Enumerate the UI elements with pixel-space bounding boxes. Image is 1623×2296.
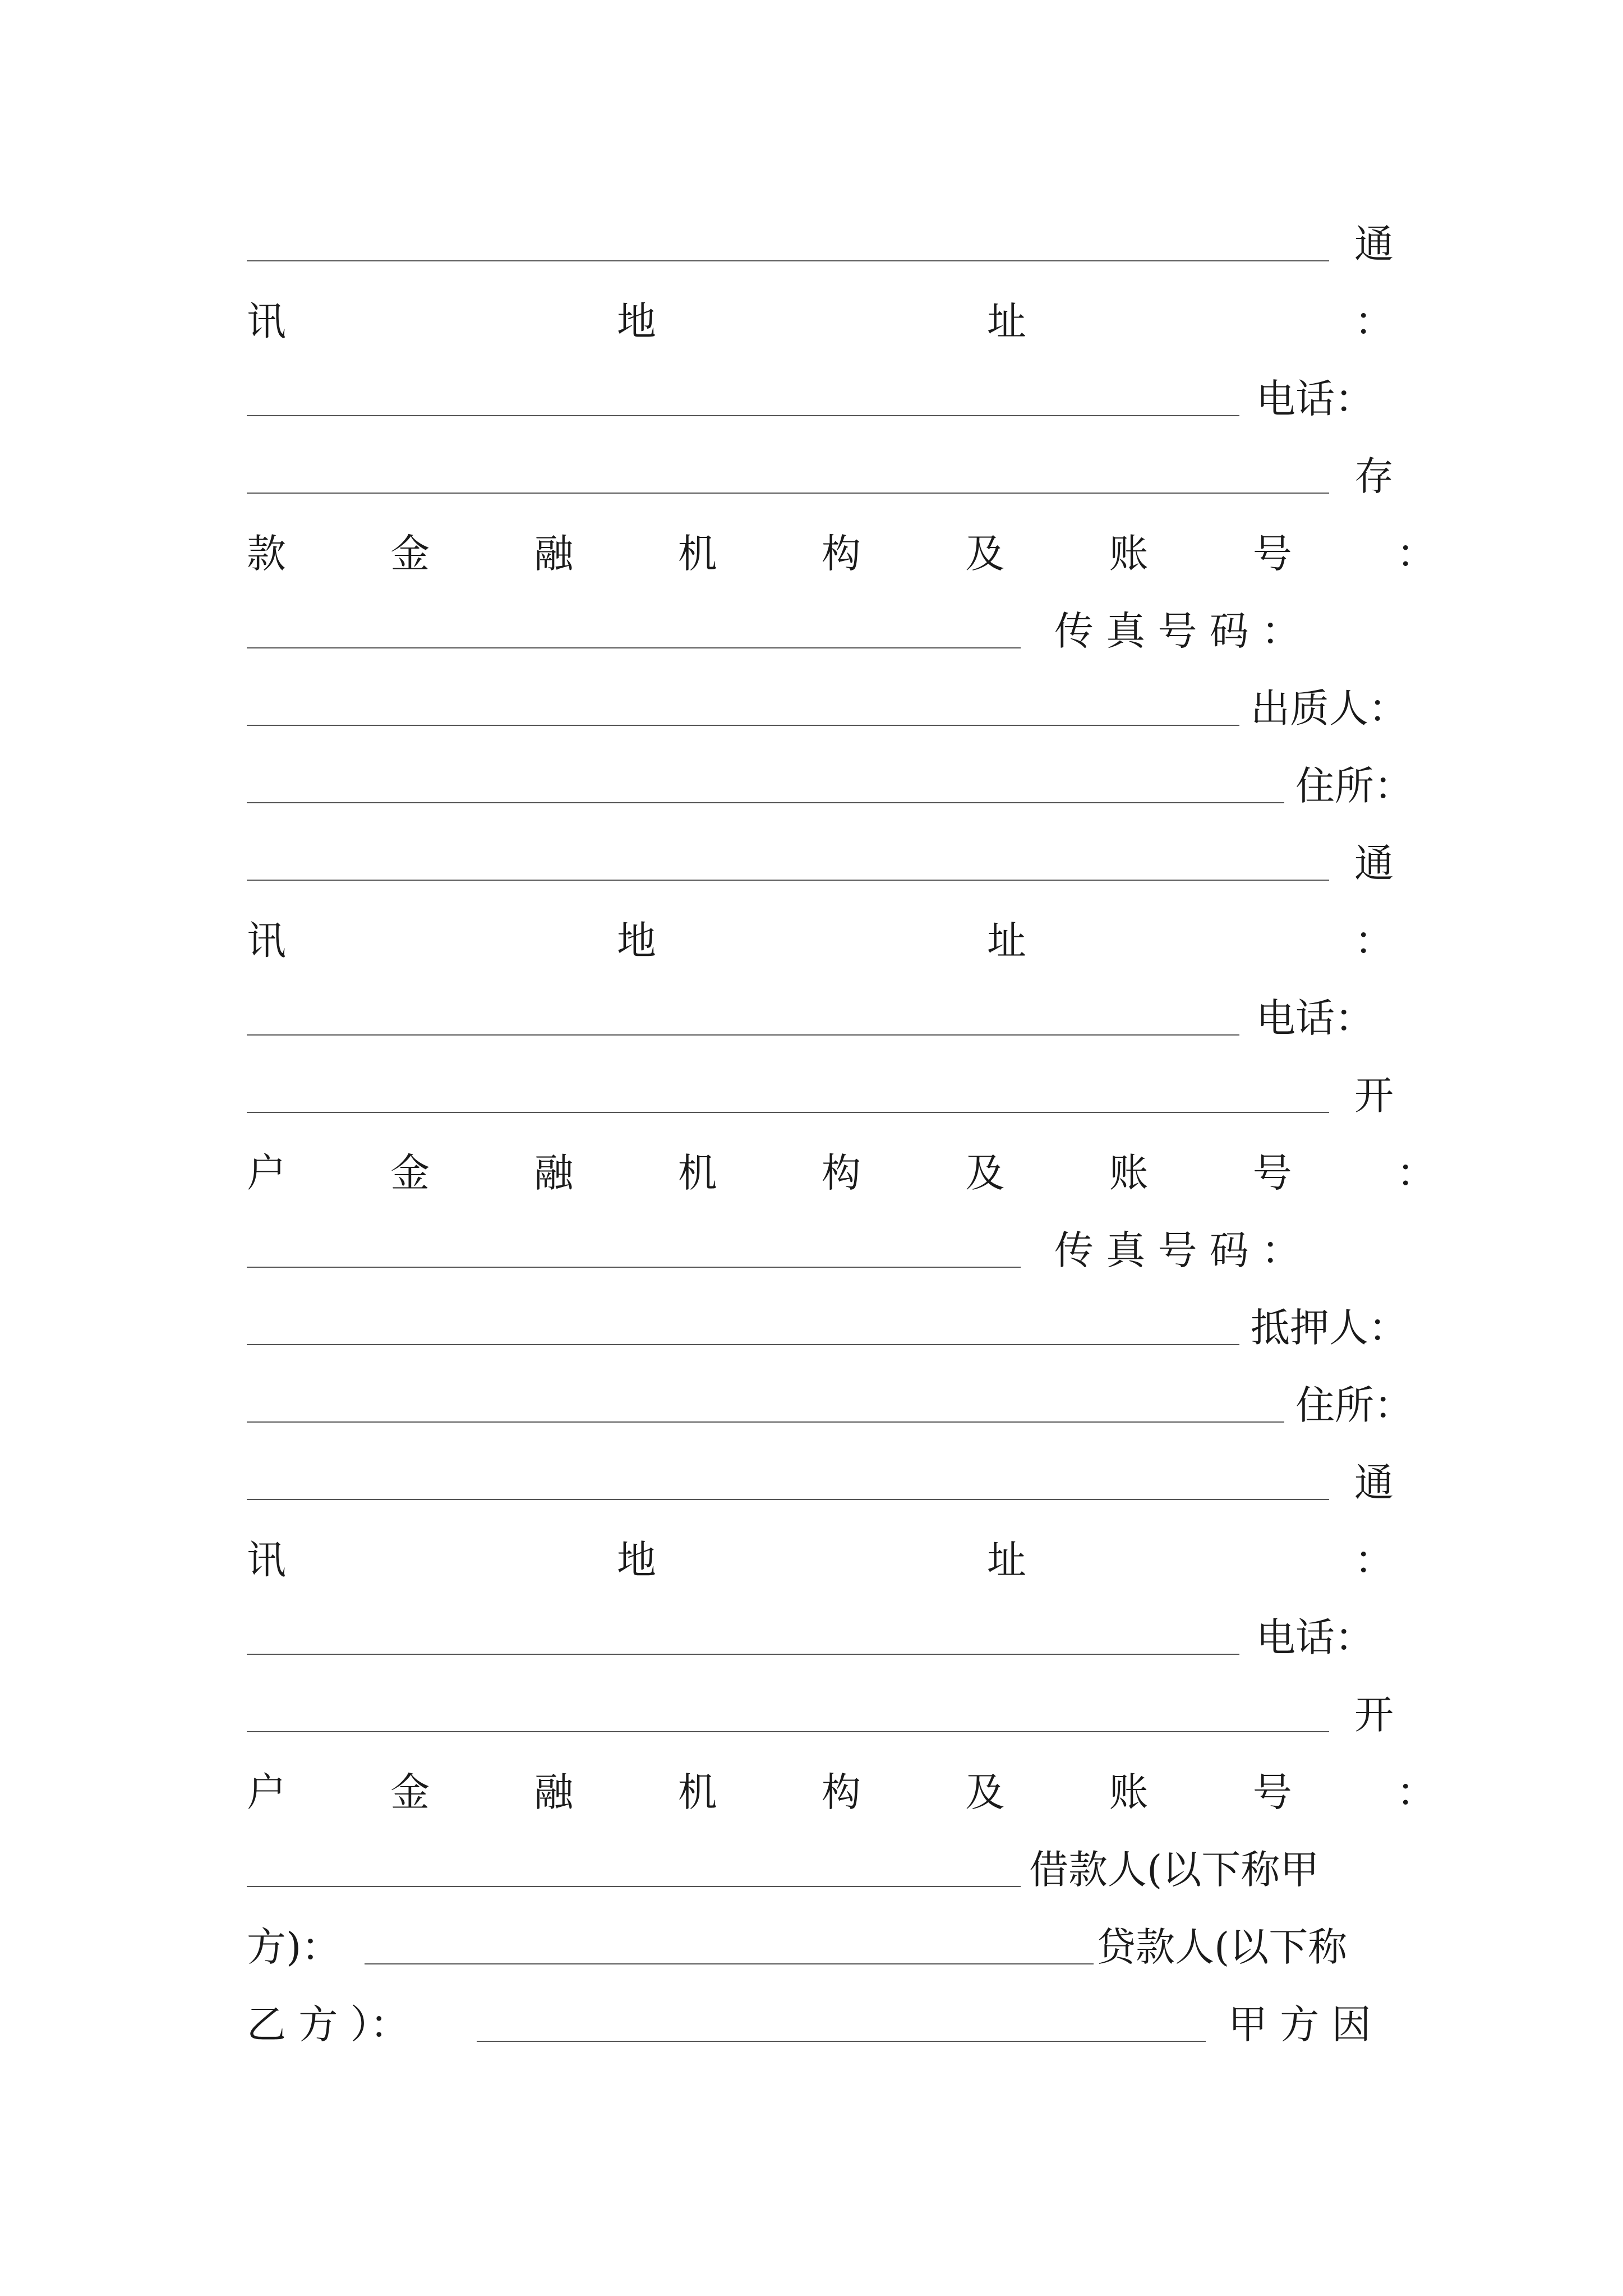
field-label-char: 金 — [390, 1150, 430, 1196]
field-label-char: 金 — [390, 531, 430, 577]
field-label-char: 及 — [965, 1150, 1005, 1196]
field-label: 开 — [1354, 1692, 1394, 1738]
field-label: 电话： — [1256, 995, 1374, 1041]
field-label-char: 地 — [617, 918, 656, 964]
field-label-char: 地 — [617, 298, 656, 344]
field-label-char: 构 — [822, 1150, 861, 1196]
form-line — [247, 1839, 1419, 1901]
field-label-char: 址 — [987, 298, 1026, 344]
fill-blank[interactable] — [247, 600, 1021, 648]
fill-blank[interactable] — [247, 1684, 1329, 1732]
field-label-char: 户 — [247, 1150, 286, 1196]
spread-label — [247, 1142, 1436, 1204]
fill-blank[interactable] — [247, 755, 1284, 803]
field-label-char: 址 — [987, 1537, 1026, 1583]
form-line — [247, 1452, 1419, 1513]
field-label-colon: ： — [1396, 1150, 1436, 1196]
field-label: 甲 方 因 — [1228, 2001, 1371, 2047]
field-label: 传 真 号 码 ： — [1054, 608, 1301, 654]
field-label: 电话： — [1256, 1614, 1374, 1660]
field-label-char: 址 — [987, 918, 1026, 964]
fill-blank[interactable] — [247, 1220, 1021, 1268]
field-label-char: 号 — [1252, 1150, 1292, 1196]
fill-blank[interactable] — [247, 987, 1239, 1036]
form-line — [247, 368, 1419, 430]
field-label: 开 — [1354, 1073, 1394, 1119]
field-label-char: 机 — [677, 1769, 717, 1815]
fill-blank[interactable] — [247, 368, 1239, 416]
form-line — [247, 1142, 1436, 1204]
form-line — [247, 445, 1419, 507]
field-label: 贷款人(以下称 — [1096, 1924, 1348, 1970]
field-label-colon: ： — [1354, 918, 1394, 964]
field-label-colon: ： — [1396, 1769, 1436, 1815]
form-line — [247, 987, 1419, 1049]
field-label-char: 讯 — [247, 918, 286, 964]
fill-blank[interactable] — [247, 832, 1329, 881]
field-label-colon: ： — [1354, 298, 1394, 344]
field-label: 存 — [1354, 453, 1394, 499]
fill-blank[interactable] — [247, 1374, 1284, 1423]
field-label: 住所： — [1295, 1382, 1413, 1428]
field-label-char: 融 — [534, 531, 574, 577]
form-line — [247, 291, 1419, 352]
fill-blank[interactable] — [247, 213, 1329, 261]
field-label-char: 构 — [822, 1769, 861, 1815]
field-label-prefix: 乙 方 ）： — [247, 2001, 409, 2047]
fill-blank[interactable] — [247, 1065, 1329, 1113]
field-label-char: 地 — [617, 1537, 656, 1583]
field-label-colon: ： — [1396, 531, 1436, 577]
field-label-char: 机 — [677, 531, 717, 577]
field-label-char: 账 — [1109, 531, 1149, 577]
form-line — [247, 213, 1419, 275]
form-line — [247, 1684, 1419, 1746]
field-label: 电话： — [1256, 376, 1374, 422]
field-label: 抵押人： — [1251, 1305, 1408, 1351]
form-line — [247, 910, 1419, 972]
fill-blank[interactable] — [247, 678, 1239, 726]
field-label-char: 及 — [965, 531, 1005, 577]
form-line — [247, 523, 1436, 585]
field-label-char: 号 — [1252, 1769, 1292, 1815]
spread-label — [247, 1761, 1436, 1823]
fill-blank[interactable] — [477, 1994, 1206, 2042]
field-label-char: 讯 — [247, 1537, 286, 1583]
form-line — [247, 600, 1419, 662]
field-label: 出质人： — [1251, 685, 1408, 731]
field-label-char: 金 — [390, 1769, 430, 1815]
field-label: 住所： — [1295, 763, 1413, 809]
field-label-prefix: 方)： — [247, 1924, 341, 1970]
field-label: 借款人(以下称甲 — [1029, 1847, 1320, 1893]
form-line — [247, 1220, 1419, 1281]
form-line — [247, 1607, 1419, 1668]
fill-blank[interactable] — [247, 445, 1329, 494]
field-label-char: 户 — [247, 1769, 286, 1815]
field-label-char: 讯 — [247, 298, 286, 344]
fill-blank[interactable] — [247, 1452, 1329, 1500]
field-label-char: 融 — [534, 1150, 574, 1196]
form-line — [247, 832, 1419, 894]
form-line — [247, 1065, 1419, 1126]
field-label: 通 — [1354, 840, 1394, 886]
field-label-char: 融 — [534, 1769, 574, 1815]
form-line — [247, 1297, 1419, 1359]
form-line — [247, 1374, 1419, 1436]
fill-blank[interactable] — [247, 1839, 1021, 1887]
field-label: 通 — [1354, 221, 1394, 267]
form-line — [247, 1761, 1436, 1823]
field-label-char: 账 — [1109, 1150, 1149, 1196]
field-label: 传 真 号 码 ： — [1054, 1227, 1301, 1273]
field-label-char: 账 — [1109, 1769, 1149, 1815]
field-label-char: 构 — [822, 531, 861, 577]
form-line — [247, 1529, 1419, 1591]
field-label-char: 号 — [1252, 531, 1292, 577]
field-label-char: 款 — [247, 531, 286, 577]
fill-blank[interactable] — [247, 1607, 1239, 1655]
form-line — [247, 1994, 1419, 2055]
form-line — [247, 755, 1419, 817]
field-label: 通 — [1354, 1460, 1394, 1506]
field-label-char: 机 — [677, 1150, 717, 1196]
field-label-colon: ： — [1354, 1537, 1394, 1583]
fill-blank[interactable] — [247, 1297, 1239, 1345]
form-line — [247, 1916, 1419, 1978]
form-line — [247, 678, 1419, 739]
field-label-char: 及 — [965, 1769, 1005, 1815]
spread-label — [247, 523, 1436, 585]
fill-blank[interactable] — [365, 1916, 1094, 1964]
